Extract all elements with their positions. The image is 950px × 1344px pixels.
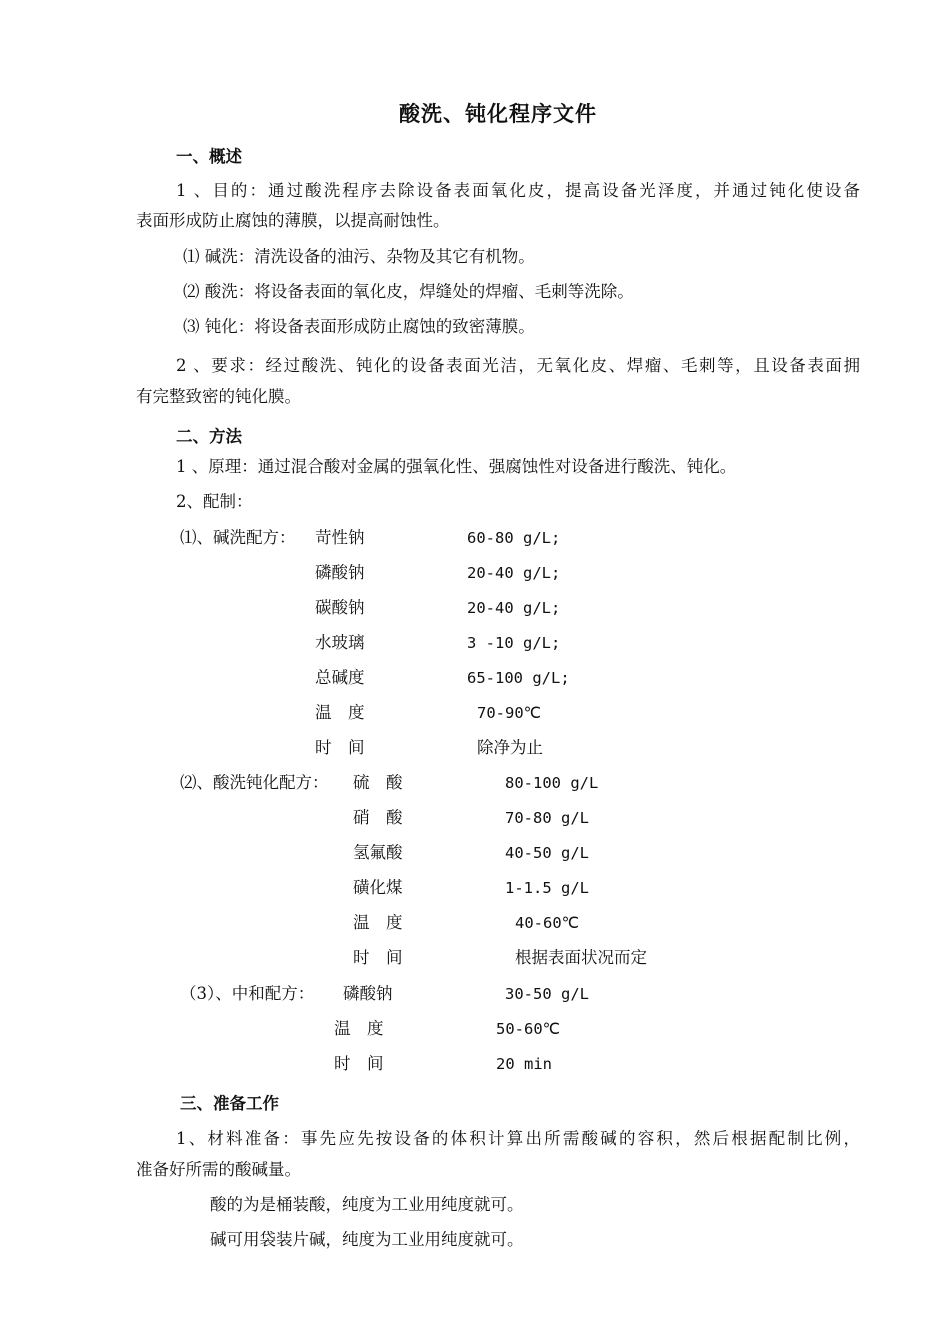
alkali-row-value: 除净为止 [477,738,543,757]
alkali-row-value: 20-40 g/L; [467,599,561,617]
acid-row-value: 根据表面状况而定 [515,948,647,967]
preparation-label: 2、配制： [176,492,253,511]
neutral-row-value: 30-50 g/L [505,985,589,1003]
neutral-row-name: 磷酸钠 [343,984,393,1003]
acid-row-value: 1-1.5 g/L [505,879,589,897]
purpose-item-1: ⑴ 碱洗：清洗设备的油污、杂物及其它有机物。 [183,247,535,266]
acid-row-value: 80-100 g/L [505,774,599,792]
alkali-row-name: 碳酸钠 [315,598,365,617]
neutral-formula-label: （3）、中和配方： [180,984,315,1003]
alkali-row-value: 60-80 g/L; [467,529,561,547]
alkali-row-value: 20-40 g/L; [467,564,561,582]
acid-row-name: 温 度 [353,913,403,932]
acid-row-name: 磺化煤 [353,878,403,897]
material-line-1: 1、材料准备：事先应先按设备的体积计算出所需酸碱的容积，然后根据配制比例， [176,1129,860,1148]
acid-row-name: 硝 酸 [353,808,403,827]
acid-row-name: 氢氟酸 [353,843,403,862]
requirement-line-2: 有完整致密的钝化膜。 [136,387,301,406]
alkali-row-name: 水玻璃 [315,633,365,652]
section-2-heading: 二、方法 [176,427,242,446]
alkali-row-value: 70-90℃ [477,704,542,722]
acid-row-value: 70-80 g/L [505,809,589,827]
acid-row-value: 40-60℃ [515,914,580,932]
neutral-row-value: 20 min [496,1055,552,1073]
material-line-2: 准备好所需的酸碱量。 [136,1160,301,1179]
acid-row-value: 40-50 g/L [505,844,589,862]
purpose-line-1: 1 、目的：通过酸洗程序去除设备表面氧化皮，提高设备光泽度，并通过钝化使设备 [176,181,860,200]
alkali-row-name: 总碱度 [315,668,365,687]
purpose-line-2: 表面形成防止腐蚀的薄膜，以提高耐蚀性。 [136,211,450,230]
alkali-row-name: 温 度 [315,703,365,722]
neutral-row-value: 50-60℃ [496,1020,561,1038]
alkali-row-name: 苛性钠 [315,528,365,547]
purpose-item-3: ⑶ 钝化：将设备表面形成防止腐蚀的致密薄膜。 [183,317,535,336]
alkali-row-name: 磷酸钠 [315,563,365,582]
acid-formula-label: ⑵、酸洗钝化配方： [180,773,329,792]
alkali-row-value: 65-100 g/L; [467,669,570,687]
alkali-row-value: 3 -10 g/L; [467,634,561,652]
alkali-note: 碱可用袋装片碱，纯度为工业用纯度就可。 [210,1230,524,1249]
section-3-heading: 三、准备工作 [180,1094,279,1113]
section-1-heading: 一、概述 [176,147,242,166]
requirement-line-1: 2 、要求：经过酸洗、钝化的设备表面光洁，无氧化皮、焊瘤、毛刺等，且设备表面拥 [176,356,860,375]
neutral-row-name: 时 间 [334,1054,384,1073]
acid-note: 酸的为是桶装酸，纯度为工业用纯度就可。 [210,1195,524,1214]
neutral-row-name: 温 度 [334,1019,384,1038]
document-title: 酸洗、钝化程序文件 [399,102,597,126]
acid-row-name: 时 间 [353,948,403,967]
principle-text: 1 、原理：通过混合酸对金属的强氧化性、强腐蚀性对设备进行酸洗、钝化。 [176,457,737,476]
alkali-row-name: 时 间 [315,738,365,757]
purpose-item-2: ⑵ 酸洗：将设备表面的氧化皮，焊缝处的焊瘤、毛刺等洗除。 [183,282,634,301]
alkali-formula-label: ⑴、碱洗配方： [180,528,296,547]
acid-row-name: 硫 酸 [353,773,403,792]
